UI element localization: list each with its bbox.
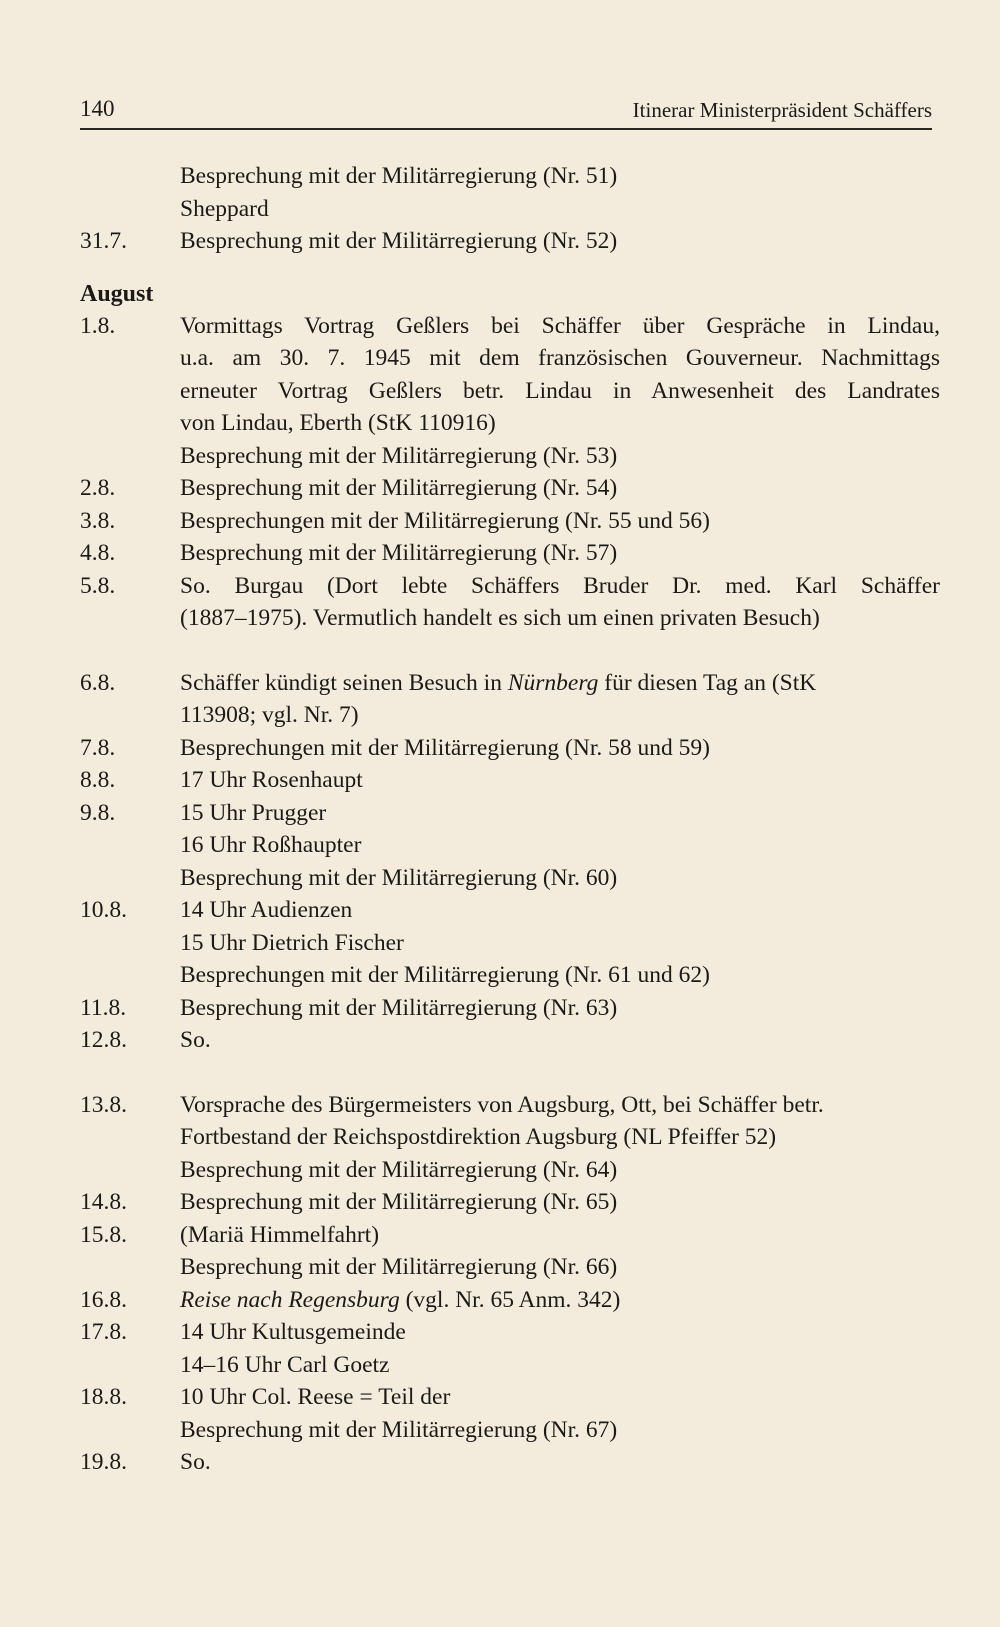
entry-date: 3.8.: [80, 507, 116, 534]
entry-line: So. Burgau (Dort lebte Schäffers Bruder Dr. med. Karl Schäffer: [180, 572, 940, 599]
entry-line: Besprechung mit der Militärregierung (Nr. 65): [180, 1189, 618, 1215]
entry-15-8: [80, 1219, 940, 1284]
entry-9-8: [80, 797, 940, 895]
entry-line: Sheppard: [180, 195, 269, 222]
entry-date: 10.8.: [80, 897, 127, 923]
entry-date: 14.8.: [80, 1189, 127, 1215]
entry-12-8: [80, 1024, 940, 1057]
entry-line: (1887–1975). Vermutlich handelt es sich um einen privaten Besuch): [180, 605, 820, 631]
itinerary-content: [80, 160, 940, 1479]
entry-31-7: [80, 225, 940, 258]
entry-18-8: [80, 1381, 940, 1446]
entry-line: Besprechung mit der Militärregierung (Nr. 53): [180, 442, 618, 469]
entry-line: Besprechung mit der Militärregierung (Nr. 60): [180, 864, 618, 891]
entry-date: 18.8.: [80, 1384, 127, 1410]
entry-date: 17.8.: [80, 1319, 127, 1345]
entry-line-text: (vgl. Nr. 65 Anm. 342): [399, 1286, 621, 1313]
month-heading: August: [80, 280, 154, 307]
entry-line: Fortbestand der Reichspostdirektion Augsburg (NL Pfeiffer 52): [180, 1124, 777, 1150]
entry-date: 15.8.: [80, 1221, 127, 1248]
entry-line: 113908; vgl. Nr. 7): [180, 702, 359, 728]
entry-date: 12.8.: [80, 1027, 127, 1053]
entry-line: Besprechung mit der Militärregierung (Nr. 64): [180, 1156, 618, 1183]
entry-line: 16 Uhr Roßhaupter: [180, 832, 362, 858]
entry-date: 5.8.: [80, 572, 116, 599]
entry-line: Besprechung mit der Militärregierung (Nr. 66): [180, 1254, 618, 1280]
entry-continuation: [80, 160, 940, 225]
entry-line: So.: [180, 1027, 211, 1053]
entry-line: Besprechung mit der Militärregierung (Nr. 51): [180, 163, 618, 189]
entry-date: 19.8.: [80, 1449, 127, 1475]
entry-line-text: Schäffer kündigt seinen Besuch in: [180, 669, 508, 696]
entry-11-8: [80, 992, 940, 1025]
entry-line: (Mariä Himmelfahrt): [180, 1221, 380, 1248]
entry-date: 31.7.: [80, 228, 127, 254]
entry-line: Besprechungen mit der Militärregierung (Nr. 61 und 62): [180, 962, 710, 988]
entry-14-8: [80, 1186, 940, 1219]
entry-19-8: [80, 1446, 940, 1479]
entry-date: 7.8.: [80, 734, 116, 761]
entry-6-8: [80, 667, 940, 732]
entry-date: 16.8.: [80, 1286, 127, 1313]
entry-4-8: [80, 537, 940, 570]
entry-line: Besprechung mit der Militärregierung (Nr. 67): [180, 1416, 618, 1443]
entry-1-8: [80, 310, 940, 473]
entry-7-8: [80, 732, 940, 765]
entry-date: 4.8.: [80, 540, 116, 566]
entry-17-8: [80, 1316, 940, 1381]
entry-line: 10 Uhr Col. Reese = Teil der: [180, 1384, 451, 1410]
trip-title: Reise nach Regensburg: [180, 1286, 400, 1313]
entry-line: Besprechung mit der Militärregierung (Nr. 57): [180, 540, 618, 566]
entry-line: 15 Uhr Prugger: [180, 799, 327, 826]
entry-line: Besprechung mit der Militärregierung (Nr. 63): [180, 994, 618, 1021]
entry-date: 13.8.: [80, 1091, 127, 1118]
entry-2-8: [80, 472, 940, 505]
entry-line-text: für diesen Tag an (StK: [598, 669, 817, 696]
entry-line: Vorsprache des Bürgermeisters von Augsburg, Ott, bei Schäffer betr.: [180, 1091, 824, 1118]
entry-date: 6.8.: [80, 669, 116, 696]
entry-date: 9.8.: [80, 799, 116, 826]
entry-line: 15 Uhr Dietrich Fischer: [180, 929, 404, 956]
entry-3-8: [80, 505, 940, 538]
entry-13-8: [80, 1089, 940, 1187]
entry-line: [180, 1284, 940, 1317]
entry-line: 17 Uhr Rosenhaupt: [180, 767, 363, 793]
page-number: 140: [80, 96, 115, 121]
entry-5-8: [80, 570, 940, 635]
entry-line: Besprechungen mit der Militärregierung (Nr. 58 und 59): [180, 734, 710, 761]
entry-line: [180, 667, 940, 700]
entry-line: von Lindau, Eberth (StK 110916): [180, 410, 496, 436]
entry-line: u.a. am 30. 7. 1945 mit dem französischen Gouverneur. Nachmittags: [180, 345, 940, 371]
entry-line: Besprechungen mit der Militärregierung (Nr. 55 und 56): [180, 507, 710, 534]
entry-16-8: [80, 1284, 940, 1317]
page-header: [80, 94, 932, 130]
entry-line: 14 Uhr Kultusgemeinde: [180, 1319, 406, 1345]
entry-line: 14 Uhr Audienzen: [180, 897, 353, 923]
entry-line: 14–16 Uhr Carl Goetz: [180, 1351, 390, 1378]
entry-line: erneuter Vortrag Geßlers betr. Lindau in Anwesenheit des Landrates: [180, 377, 940, 404]
entry-date: 11.8.: [80, 994, 127, 1021]
entry-line: So.: [180, 1449, 211, 1475]
entry-date: 1.8.: [80, 312, 116, 339]
entry-line: Besprechung mit der Militärregierung (Nr. 54): [180, 475, 618, 501]
running-title: Itinerar Ministerpräsident Schäffers: [632, 98, 932, 122]
entry-line: Besprechung mit der Militärregierung (Nr. 52): [180, 228, 618, 254]
place-name: Nürnberg: [507, 669, 599, 696]
entry-date: [80, 160, 180, 225]
entry-10-8: [80, 894, 940, 992]
entry-line: Vormittags Vortrag Geßlers bei Schäffer über Gespräche in Lindau,: [180, 312, 940, 339]
entry-date: 8.8.: [80, 767, 116, 793]
entry-8-8: [80, 764, 940, 797]
entry-date: 2.8.: [80, 475, 116, 501]
